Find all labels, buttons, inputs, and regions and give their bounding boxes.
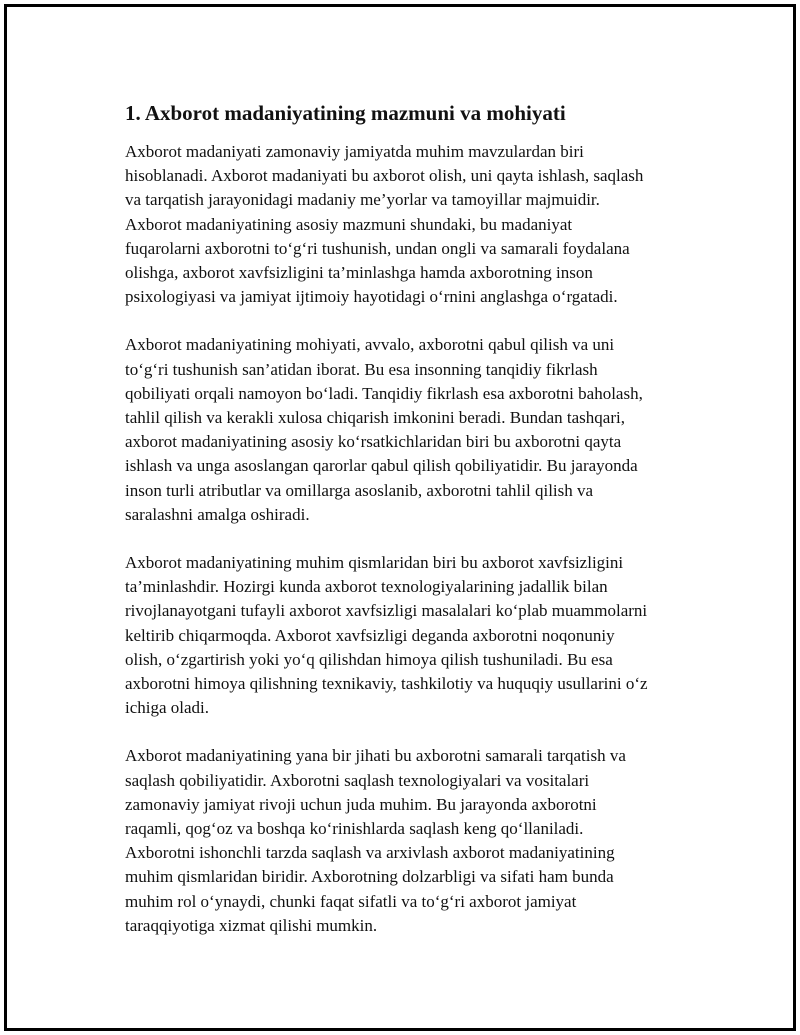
paragraph-line: va tarqatish jarayonidagi madaniy me’yorlar va tamoyillar majmuidir. (125, 190, 600, 210)
paragraph-line: zamonaviy jamiyat rivoji uchun juda muhim. Bu jarayonda axborotni (125, 794, 597, 814)
paragraph-line: Axborot madaniyati zamonaviy jamiyatda muhim mavzulardan biri (125, 142, 584, 161)
paragraph (125, 140, 705, 309)
paragraph-line: rivojlanayotgani tufayli axborot xavfsizligi masalalari ko‘plab muammolarni (125, 601, 648, 621)
paragraph-line: inson turli atributlar va omillarga asoslanib, axborotni tahlil qilish va (125, 480, 594, 500)
paragraph (125, 551, 705, 720)
paragraph (125, 744, 705, 938)
paragraph-line: to‘g‘ri tushunish san’atidan iborat. Bu esa insonning tanqidiy fikrlash (125, 359, 598, 379)
paragraph-line: Axborotni ishonchli tarzda saqlash va arxivlash axborot madaniyatining (125, 843, 615, 863)
paragraph-line: hisoblanadi. Axborot madaniyati bu axborot olish, uni qayta ishlash, saqlash (125, 166, 644, 186)
paragraph-line: saralashni amalga oshiradi. (125, 504, 310, 524)
paragraph-line: muhim rol o‘ynaydi, chunki faqat sifatli va to‘g‘ri axborot jamiyat (125, 891, 577, 911)
paragraph-line: qobiliyati orqali namoyon bo‘ladi. Tanqidiy fikrlash esa axborotni baholash, (125, 383, 643, 403)
paragraph-list (125, 140, 705, 938)
paragraph-line: psixologiyasi va jamiyat ijtimoiy hayotidagi o‘rnini anglashga o‘rgatadi. (125, 287, 618, 307)
paragraph-line: raqamli, qog‘oz va boshqa ko‘rinishlarda saqlash keng qo‘llaniladi. (125, 819, 584, 839)
paragraph-line: Axborot madaniyatining asosiy mazmuni shundaki, bu madaniyat (125, 214, 573, 234)
paragraph-line: olishga, axborot xavfsizligini ta’minlashga hamda axborotning inson (125, 263, 593, 283)
page-frame (4, 4, 796, 1031)
paragraph-line: fuqarolarni axborotni to‘g‘ri tushunish, undan ongli va samarali foydalana (125, 238, 630, 258)
paragraph-line: axborot madaniyatining asosiy ko‘rsatkichlaridan biri bu axborotni qayta (125, 432, 622, 452)
paragraph-line: olish, o‘zgartirish yoki yo‘q qilishdan himoya qilish tushuniladi. Bu esa (125, 649, 613, 669)
paragraph-line: keltirib chiqarmoqda. Axborot xavfsizligi deganda axborotni noqonuniy (125, 625, 615, 645)
paragraph-line: Axborot madaniyatining yana bir jihati bu axborotni samarali tarqatish va (125, 746, 626, 766)
paragraph-line: ta’minlashdir. Hozirgi kunda axborot texnologiyalarining jadallik bilan (125, 577, 608, 597)
paragraph-line: ichiga oladi. (125, 698, 210, 718)
paragraph-line: ishlash va unga asoslangan qarorlar qabul qilish qobiliyatidir. Bu jarayonda (125, 456, 638, 476)
paragraph-line: Axborot madaniyatining mohiyati, avvalo, axborotni qabul qilish va uni (125, 335, 615, 355)
paragraph-line: taraqqiyotiga xizmat qilishi mumkin. (125, 915, 378, 935)
paragraph-line: Axborot madaniyatining muhim qismlaridan biri bu axborot xavfsizligini (125, 553, 624, 573)
paragraph (125, 333, 705, 527)
document-content (125, 99, 705, 938)
paragraph-line: saqlash qobiliyatidir. Axborotni saqlash texnologiyalari va vositalari (125, 770, 590, 790)
section-heading: 1. Axborot madaniyatining mazmuni va mohiyati (125, 101, 566, 125)
paragraph-line: muhim qismlaridan biridir. Axborotning dolzarbligi va sifati ham bunda (125, 867, 614, 887)
paragraph-line: axborotni himoya qilishning texnikaviy, tashkilotiy va huquqiy usullarini o‘z (125, 674, 648, 694)
paragraph-line: tahlil qilish va kerakli xulosa chiqarish imkonini beradi. Bundan tashqari, (125, 408, 625, 428)
